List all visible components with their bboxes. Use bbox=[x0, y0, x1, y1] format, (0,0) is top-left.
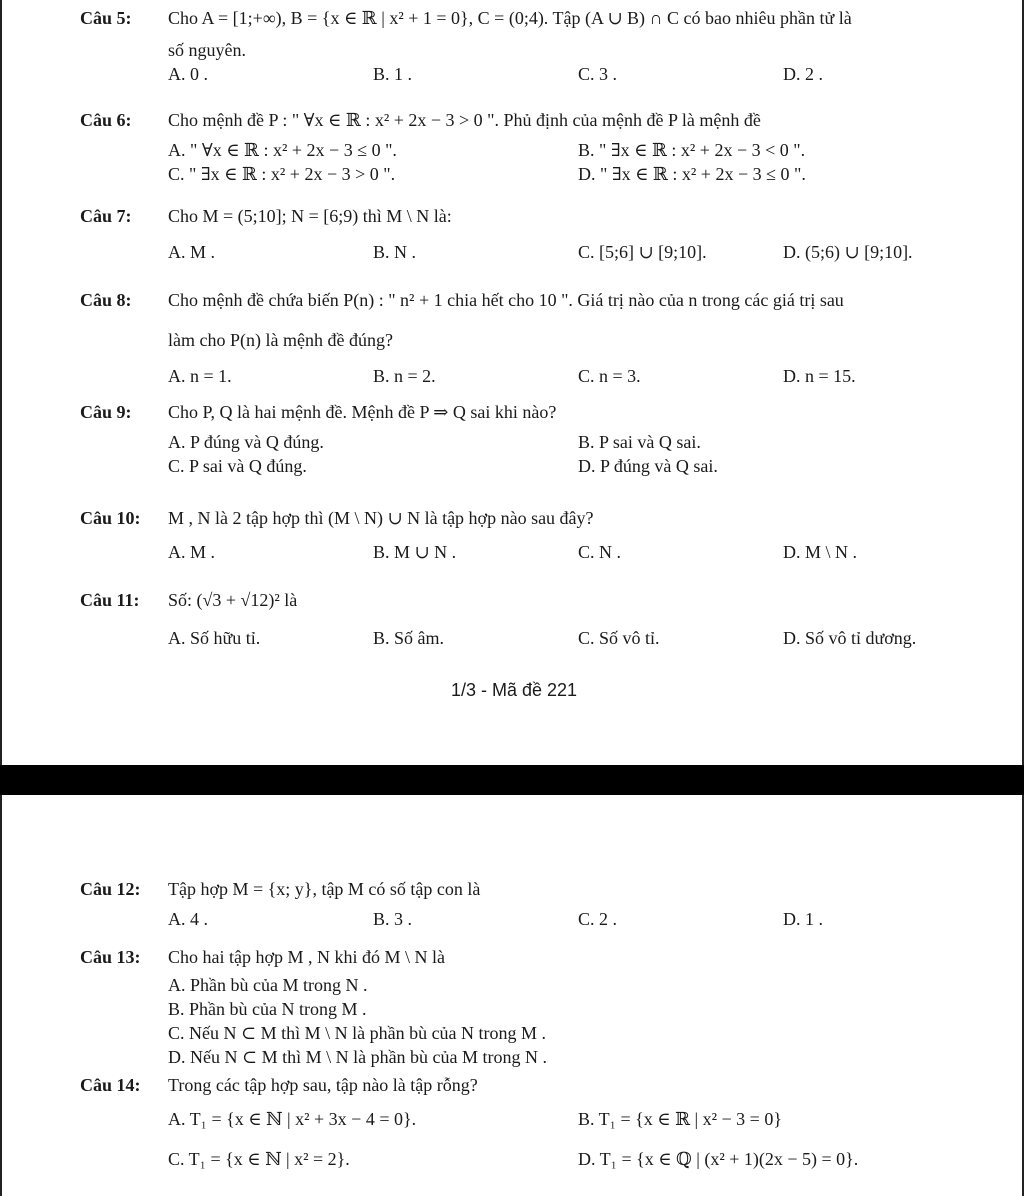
option-b: B. P sai và Q sai. bbox=[578, 432, 701, 452]
question-label: Câu 8: bbox=[80, 290, 132, 310]
option-a: A. T₁ = {x ∈ ℕ | x² + 3x − 4 = 0}. bbox=[168, 1109, 417, 1129]
question-13 bbox=[80, 945, 1002, 1069]
option-d: D. " ∃x ∈ ℝ : x² + 2x − 3 ≤ 0 ". bbox=[578, 164, 806, 184]
option-d: D. Nếu N ⊂ M thì M \ N là phần bù của M trong N . bbox=[168, 1047, 548, 1067]
options-row bbox=[80, 240, 1002, 264]
question-8 bbox=[80, 288, 1002, 388]
question-text: Cho hai tập hợp M , N khi đó M \ N là bbox=[168, 947, 446, 967]
option-b: B. 1 . bbox=[373, 64, 413, 84]
option-a: A. Phần bù của M trong N . bbox=[168, 975, 368, 995]
question-label: Câu 13: bbox=[80, 947, 141, 967]
question-10 bbox=[80, 506, 1002, 564]
options-row bbox=[80, 138, 1002, 162]
page-footer: 1/3 - Mã đề 221 bbox=[450, 680, 578, 700]
options-row bbox=[80, 454, 1002, 478]
question-label: Câu 9: bbox=[80, 402, 132, 422]
option-b: B. " ∃x ∈ ℝ : x² + 2x − 3 < 0 ". bbox=[578, 140, 806, 160]
question-label: Câu 5: bbox=[80, 8, 132, 28]
question-9 bbox=[80, 400, 1002, 478]
options-row bbox=[80, 162, 1002, 186]
question-6 bbox=[80, 108, 1002, 186]
question-11 bbox=[80, 588, 1002, 650]
option-b: B. Phần bù của N trong M . bbox=[168, 999, 367, 1019]
question-text: Cho mệnh đề chứa biến P(n) : " n² + 1 chia hết cho 10 ". Giá trị nào của n trong các giá trị sau bbox=[168, 290, 844, 310]
option-c: C. Số vô tỉ. bbox=[578, 628, 660, 648]
question-label: Câu 14: bbox=[80, 1075, 141, 1095]
question-label: Câu 10: bbox=[80, 508, 141, 528]
option-d: D. T₁ = {x ∈ ℚ | (x² + 1)(2x − 5) = 0}. bbox=[578, 1149, 859, 1169]
options-row bbox=[80, 626, 1002, 650]
option-a: A. n = 1. bbox=[168, 366, 232, 386]
option-c: C. " ∃x ∈ ℝ : x² + 2x − 3 > 0 ". bbox=[168, 164, 396, 184]
option-b: B. M ∪ N . bbox=[373, 542, 457, 562]
option-b: B. n = 2. bbox=[373, 366, 436, 386]
option-b: B. 3 . bbox=[373, 909, 413, 929]
option-d: D. n = 15. bbox=[783, 366, 856, 386]
option-b: B. Số âm. bbox=[373, 628, 445, 648]
question-text: Cho A = [1;+∞), B = {x ∈ ℝ | x² + 1 = 0}, C = (0;4). Tập (A ∪ B) ∩ C có bao nhiêu phần tử là bbox=[168, 8, 852, 28]
options-row bbox=[80, 364, 1002, 388]
question-7 bbox=[80, 204, 1002, 264]
option-d: D. M \ N . bbox=[783, 542, 858, 562]
question-text: M , N là 2 tập hợp thì (M \ N) ∪ N là tập hợp nào sau đây? bbox=[168, 508, 594, 528]
option-c: C. 3 . bbox=[578, 64, 618, 84]
question-text-continued: số nguyên. bbox=[168, 40, 246, 60]
question-label: Câu 12: bbox=[80, 879, 141, 899]
question-14 bbox=[80, 1073, 1002, 1171]
question-text: Số: (√3 + √12)² là bbox=[168, 590, 298, 610]
question-label: Câu 7: bbox=[80, 206, 132, 226]
option-c: C. N . bbox=[578, 542, 622, 562]
question-text-continued: làm cho P(n) là mệnh đề đúng? bbox=[168, 330, 393, 350]
option-d: D. (5;6) ∪ [9;10]. bbox=[783, 242, 913, 262]
option-d: D. 1 . bbox=[783, 909, 823, 929]
exam-page-2 bbox=[0, 795, 1024, 1196]
question-12 bbox=[80, 877, 1002, 931]
options-row bbox=[80, 430, 1002, 454]
option-c: C. n = 3. bbox=[578, 366, 641, 386]
question-label: Câu 6: bbox=[80, 110, 132, 130]
options-row bbox=[80, 62, 1002, 86]
option-a: A. " ∀x ∈ ℝ : x² + 2x − 3 ≤ 0 ". bbox=[168, 140, 397, 160]
option-a: A. 4 . bbox=[168, 909, 208, 929]
option-c: C. P sai và Q đúng. bbox=[168, 456, 307, 476]
question-label: Câu 11: bbox=[80, 590, 140, 610]
option-c: C. [5;6] ∪ [9;10]. bbox=[578, 242, 707, 262]
options-row bbox=[80, 540, 1002, 564]
option-c: C. Nếu N ⊂ M thì M \ N là phần bù của N trong M . bbox=[168, 1023, 547, 1043]
question-text: Trong các tập hợp sau, tập nào là tập rỗng? bbox=[168, 1075, 478, 1095]
option-c: C. 2 . bbox=[578, 909, 618, 929]
question-5 bbox=[80, 6, 1002, 86]
options-row bbox=[80, 907, 1002, 931]
question-text: Cho M = (5;10]; N = [6;9) thì M \ N là: bbox=[168, 206, 452, 226]
option-a: A. M . bbox=[168, 542, 216, 562]
question-text: Cho P, Q là hai mệnh đề. Mệnh đề P ⇒ Q sai khi nào? bbox=[168, 402, 557, 422]
question-text: Tập hợp M = {x; y}, tập M có số tập con là bbox=[168, 879, 481, 899]
option-b: B. N . bbox=[373, 242, 417, 262]
option-a: A. P đúng và Q đúng. bbox=[168, 432, 324, 452]
option-b: B. T₁ = {x ∈ ℝ | x² − 3 = 0} bbox=[578, 1109, 782, 1129]
options-row bbox=[80, 1147, 1002, 1171]
option-d: D. P đúng và Q sai. bbox=[578, 456, 718, 476]
option-a: A. M . bbox=[168, 242, 216, 262]
options-row bbox=[80, 1107, 1002, 1131]
question-text: Cho mệnh đề P : " ∀x ∈ ℝ : x² + 2x − 3 > 0 ". Phủ định của mệnh đề P là mệnh đề bbox=[168, 110, 761, 130]
option-c: C. T₁ = {x ∈ ℕ | x² = 2}. bbox=[168, 1149, 350, 1169]
option-d: D. 2 . bbox=[783, 64, 823, 84]
page-separator bbox=[0, 765, 1024, 795]
option-a: A. Số hữu tỉ. bbox=[168, 628, 261, 648]
option-d: D. Số vô tỉ dương. bbox=[783, 628, 917, 648]
option-a: A. 0 . bbox=[168, 64, 208, 84]
